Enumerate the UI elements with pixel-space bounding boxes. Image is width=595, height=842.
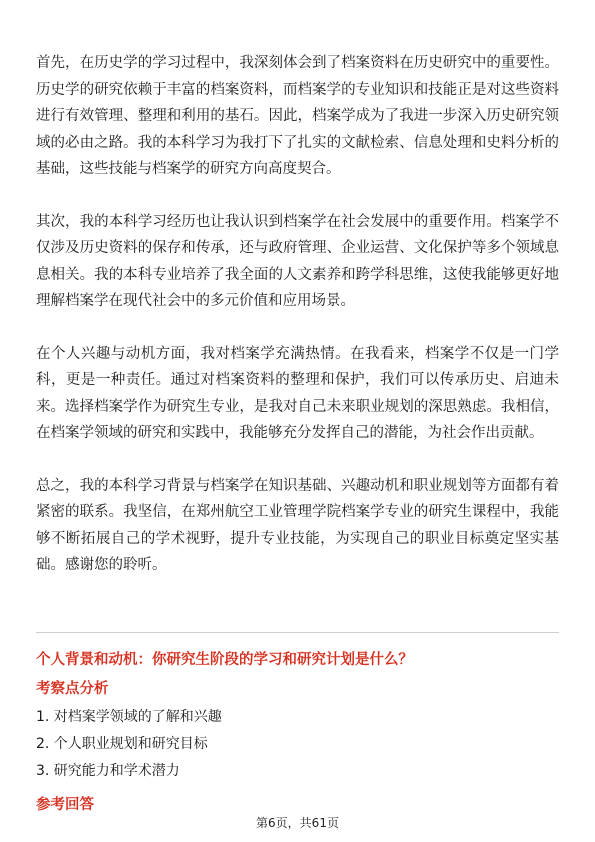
body-paragraph-2: 其次，我的本科学习经历也让我认识到档案学在社会发展中的重要作用。档案学不仅涉及历史资料的保存和传承，还与政府管理、企业运营、文化保护等多个领域息息相关。我的本科专业培养了我全面的人文素养和跨学科思维，这使我能够更好地理解档案学在现代社会中的多元价值和应用场景。 bbox=[36, 213, 559, 309]
analysis-list bbox=[36, 704, 222, 785]
page-footer: 第6页，共61页 bbox=[256, 816, 339, 830]
analysis-item-2: 2. 个人职业规划和研究目标 bbox=[36, 736, 208, 752]
body-paragraph-1: 首先，在历史学的学习过程中，我深刻体会到了档案资料在历史研究中的重要性。历史学的研究依赖于丰富的档案资料，而档案学的专业知识和技能正是对这些资料进行有效管理、整理和利用的基石。因此，档案学成为了我进一步深入历史研究领域的必由之路。我的本科学习为我打下了扎实的文献检索、信息处理和史料分析的基础，这些技能与档案学的研究方向高度契合。 bbox=[36, 55, 559, 177]
body-paragraph-3: 在个人兴趣与动机方面，我对档案学充满热情。在我看来，档案学不仅是一门学科，更是一种责任。通过对档案资料的整理和保护，我们可以传承历史、启迪未来。选择档案学作为研究生专业，是我对自己未来职业规划的深思熟虑。我相信，在档案学领域的研究和实践中，我能够充分发挥自己的潜能，为社会作出贡献。 bbox=[36, 345, 559, 441]
answer-body bbox=[36, 50, 559, 579]
analysis-heading: 考察点分析 bbox=[36, 681, 109, 697]
question-title: 个人背景和动机：你研究生阶段的学习和研究计划是什么？ bbox=[36, 652, 413, 668]
analysis-item-3: 3. 研究能力和学术潜力 bbox=[36, 763, 180, 779]
analysis-item-1: 1. 对档案学领域的了解和兴趣 bbox=[36, 709, 222, 725]
reference-answer-heading: 参考回答 bbox=[36, 797, 94, 813]
section-divider bbox=[36, 632, 559, 633]
body-paragraph-4: 总之，我的本科学习背景与档案学在知识基础、兴趣动机和职业规划等方面都有着紧密的联系。我坚信，在郑州航空工业管理学院档案学专业的研究生课程中，我能够不断拓展自己的学术视野，提升专业技能，为实现自己的职业目标奠定坚实基础。感谢您的聆听。 bbox=[36, 477, 559, 573]
